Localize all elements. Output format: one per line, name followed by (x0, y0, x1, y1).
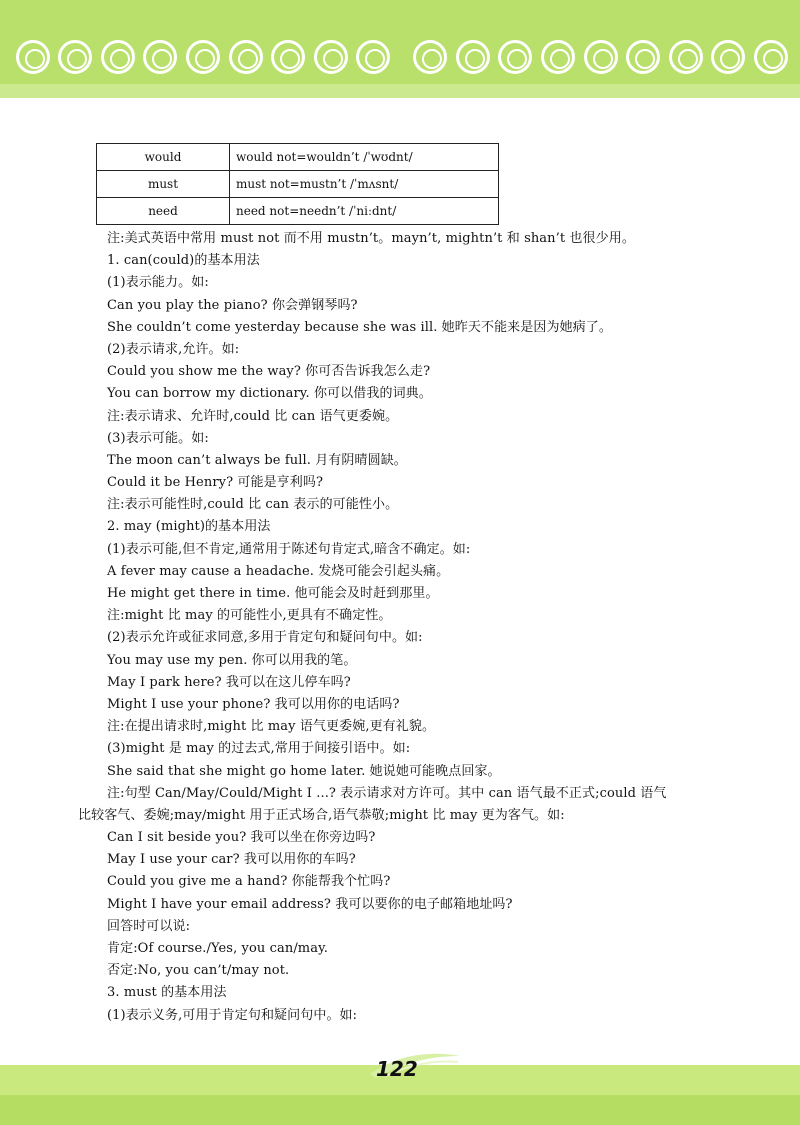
ring-icon (356, 40, 390, 74)
modal-negative-table (96, 143, 499, 225)
table-row (97, 171, 499, 198)
ring-icon (541, 40, 575, 74)
section-heading: 2. may (might)的基本用法 (107, 519, 271, 535)
note-line: 注:might 比 may 的可能性小,更具有不确定性。 (107, 608, 392, 624)
text-line: 回答时可以说: (107, 918, 191, 934)
header-band-lower (0, 84, 800, 98)
ring-icon (626, 40, 660, 74)
note-line: 注:在提出请求时,might 比 may 语气更委婉,更有礼貌。 (107, 719, 436, 735)
ring-icon (143, 40, 177, 74)
page-number: 122 (376, 1057, 418, 1081)
example-line: The moon can’t always be full. 月有阴晴圆缺。 (107, 452, 407, 468)
ring-icon (754, 40, 788, 74)
note-line-continued: 比较客气、委婉;may/might 用于正式场合,语气恭敬;might 比 may 更为客气。如: (78, 807, 565, 823)
footer-stripe (0, 1095, 800, 1125)
text-line: (2)表示请求,允许。如: (107, 341, 240, 357)
example-line: You may use my pen. 你可以用我的笔。 (107, 652, 357, 668)
example-line: Can I sit beside you? 我可以坐在你旁边吗? (107, 830, 376, 846)
example-line: Might I use your phone? 我可以用你的电话吗? (107, 696, 400, 712)
text-line: (1)表示能力。如: (107, 275, 209, 291)
note-line: 注:表示请求、允许时,could 比 can 语气更委婉。 (107, 408, 399, 424)
table-row (97, 198, 499, 225)
ring-icon (314, 40, 348, 74)
table-cell-negative: must not=mustn’t /ˈmʌsnt/ (230, 171, 499, 198)
section-heading: 3. must 的基本用法 (107, 985, 227, 1001)
ring-icon (229, 40, 263, 74)
example-line: Could you give me a hand? 你能帮我个忙吗? (107, 874, 391, 890)
ring-icon (186, 40, 220, 74)
example-line: She couldn’t come yesterday because she was ill. 她昨天不能来是因为她病了。 (107, 319, 612, 335)
header-band (0, 0, 800, 98)
ring-icon (58, 40, 92, 74)
ring-decoration-row (0, 26, 800, 86)
note-line: 注:句型 Can/May/Could/Might I ...? 表示请求对方许可。其中 can 语气最不正式;could 语气 (107, 785, 667, 801)
table-cell-negative: need not=needn’t /ˈniːdnt/ (230, 198, 499, 225)
text-line: (3)might 是 may 的过去式,常用于间接引语中。如: (107, 741, 411, 757)
text-line: (3)表示可能。如: (107, 430, 209, 446)
note-line: 注:表示可能性时,could 比 can 表示的可能性小。 (107, 497, 399, 513)
example-line: May I park here? 我可以在这儿停车吗? (107, 674, 351, 690)
example-line: Can you play the piano? 你会弹钢琴吗? (107, 297, 358, 313)
table-cell-modal: must (97, 171, 230, 198)
ring-icon (584, 40, 618, 74)
ring-icon (711, 40, 745, 74)
text-line: (1)表示义务,可用于肯定句和疑问句中。如: (107, 1007, 358, 1023)
text-line: 注:美式英语中常用 must not 而不用 mustn’t。mayn’t, mightn’t 和 shan’t 也很少用。 (107, 231, 635, 246)
table-cell-modal: would (97, 144, 230, 171)
ring-icon (101, 40, 135, 74)
text-line: (2)表示允许或征求同意,多用于肯定句和疑问句中。如: (107, 630, 423, 646)
example-line: She said that she might go home later. 她说她可能晚点回家。 (107, 763, 501, 779)
table-cell-negative: would not=wouldn’t /ˈwʊdnt/ (230, 144, 499, 171)
ring-icon (498, 40, 532, 74)
body-text (78, 228, 738, 1027)
ring-icon (16, 40, 50, 74)
example-line: Could it be Henry? 可能是亨利吗? (107, 475, 324, 491)
table-row (97, 144, 499, 171)
text-line: 否定:No, you can’t/may not. (107, 963, 290, 979)
ring-icon (456, 40, 490, 74)
table-cell-modal: need (97, 198, 230, 225)
example-line: A fever may cause a headache. 发烧可能会引起头痛。 (107, 563, 450, 579)
example-line: Could you show me the way? 你可否告诉我怎么走? (107, 364, 431, 380)
page-number-badge (360, 1048, 470, 1088)
ring-icon (669, 40, 703, 74)
ring-icon (271, 40, 305, 74)
example-line: You can borrow my dictionary. 你可以借我的词典。 (107, 386, 432, 402)
text-line: (1)表示可能,但不肯定,通常用于陈述句肯定式,暗含不确定。如: (107, 541, 471, 557)
ring-icon (413, 40, 447, 74)
text-line: 肯定:Of course./Yes, you can/may. (107, 941, 329, 956)
example-line: May I use your car? 我可以用你的车吗? (107, 852, 356, 868)
example-line: He might get there in time. 他可能会及时赶到那里。 (107, 586, 439, 601)
example-line: Might I have your email address? 我可以要你的电子邮箱地址吗? (107, 896, 513, 912)
section-heading: 1. can(could)的基本用法 (107, 253, 260, 269)
